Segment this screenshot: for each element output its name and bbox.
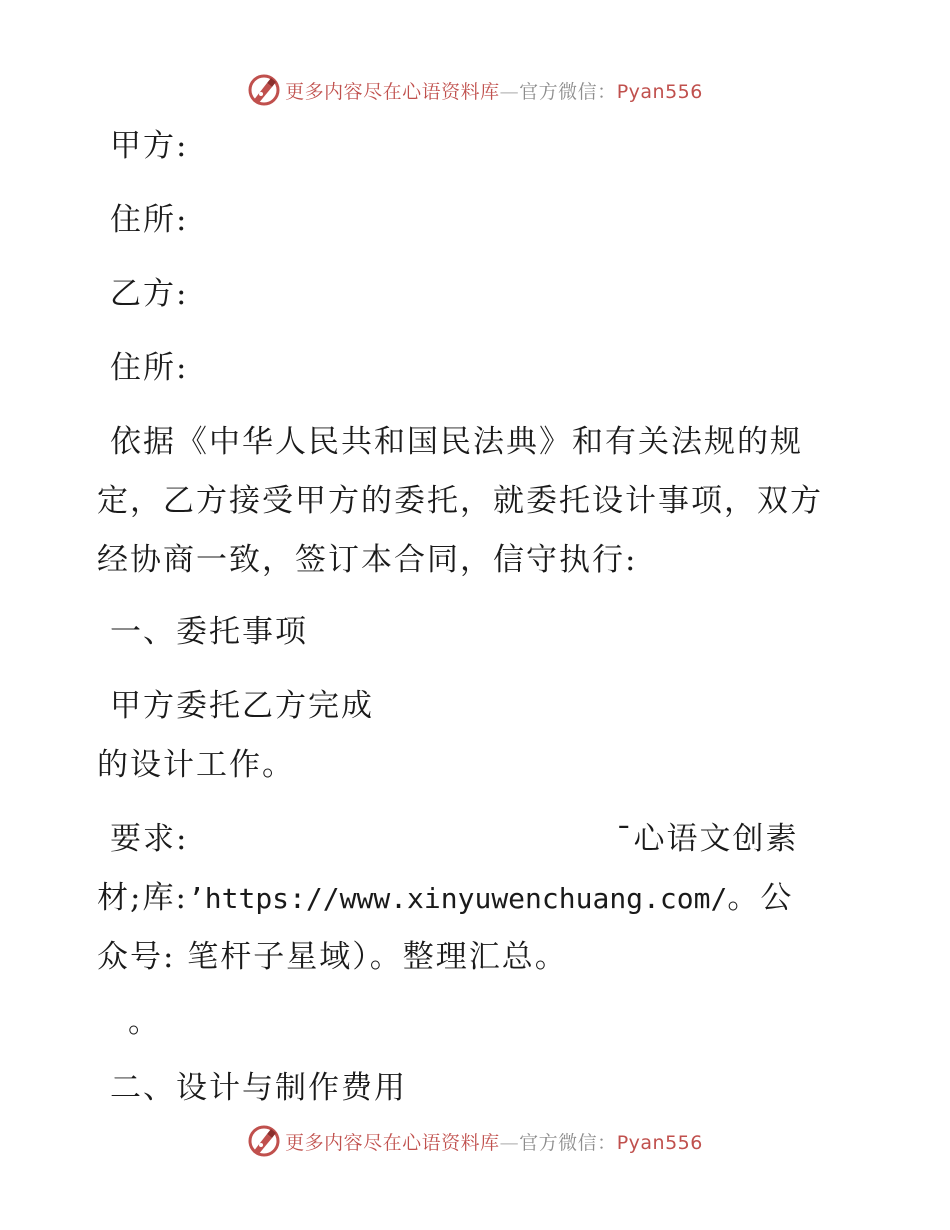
banner-text [285, 77, 703, 104]
section-2-title: 二、设计与制作费用 [110, 1070, 407, 1106]
header-watermark-banner [0, 70, 950, 110]
banner-contact-label: 官方微信： [519, 80, 617, 103]
section-1-title: 一、委托事项 [110, 614, 308, 650]
pen-logo-icon [247, 1124, 281, 1158]
banner-contact-label: 官方微信： [519, 1131, 617, 1154]
watermark-line-1 [97, 878, 793, 919]
banner-wechat-id: Pyan556 [616, 80, 703, 103]
requirement-tail-text: ¯心语文创素 [616, 821, 799, 857]
item-1-line-2: 的设计工作。 [97, 747, 295, 783]
item-1-line-1: 甲方委托乙方完成 [110, 688, 374, 724]
watermark-prefix: 材;库: [97, 880, 188, 916]
banner-wechat-id: Pyan556 [616, 1131, 703, 1154]
party-b-label: 乙方: [110, 276, 189, 312]
intro-paragraph-line-2: 定，乙方接受甲方的委托，就委托设计事项，双方 [97, 483, 823, 519]
footer-watermark-banner [0, 1121, 950, 1161]
banner-separator: — [499, 80, 520, 103]
watermark-suffix: 。公 [727, 880, 794, 916]
address-a-label: 住所: [110, 202, 189, 238]
address-b-label: 住所: [110, 350, 189, 386]
banner-separator: — [499, 1131, 520, 1154]
party-a-label: 甲方: [110, 128, 189, 164]
banner-main-text: 更多内容尽在心语资料库 [285, 80, 500, 103]
dot-line: 。 [128, 1004, 161, 1040]
watermark-line-2: 众号: 笔杆子星域）。整理汇总。 [97, 939, 568, 975]
banner-main-text: 更多内容尽在心语资料库 [285, 1131, 500, 1154]
requirement-label: 要求: [110, 821, 189, 857]
pen-logo-icon [247, 73, 281, 107]
banner-text [285, 1128, 703, 1155]
intro-paragraph-line-1: 依据《中华人民共和国民法典》和有关法规的规 [110, 424, 803, 460]
intro-paragraph-line-3: 经协商一致，签订本合同，信守执行: [97, 542, 638, 578]
watermark-url-link[interactable]: ’https://www.xinyuwenchuang.com/ [187, 882, 728, 915]
